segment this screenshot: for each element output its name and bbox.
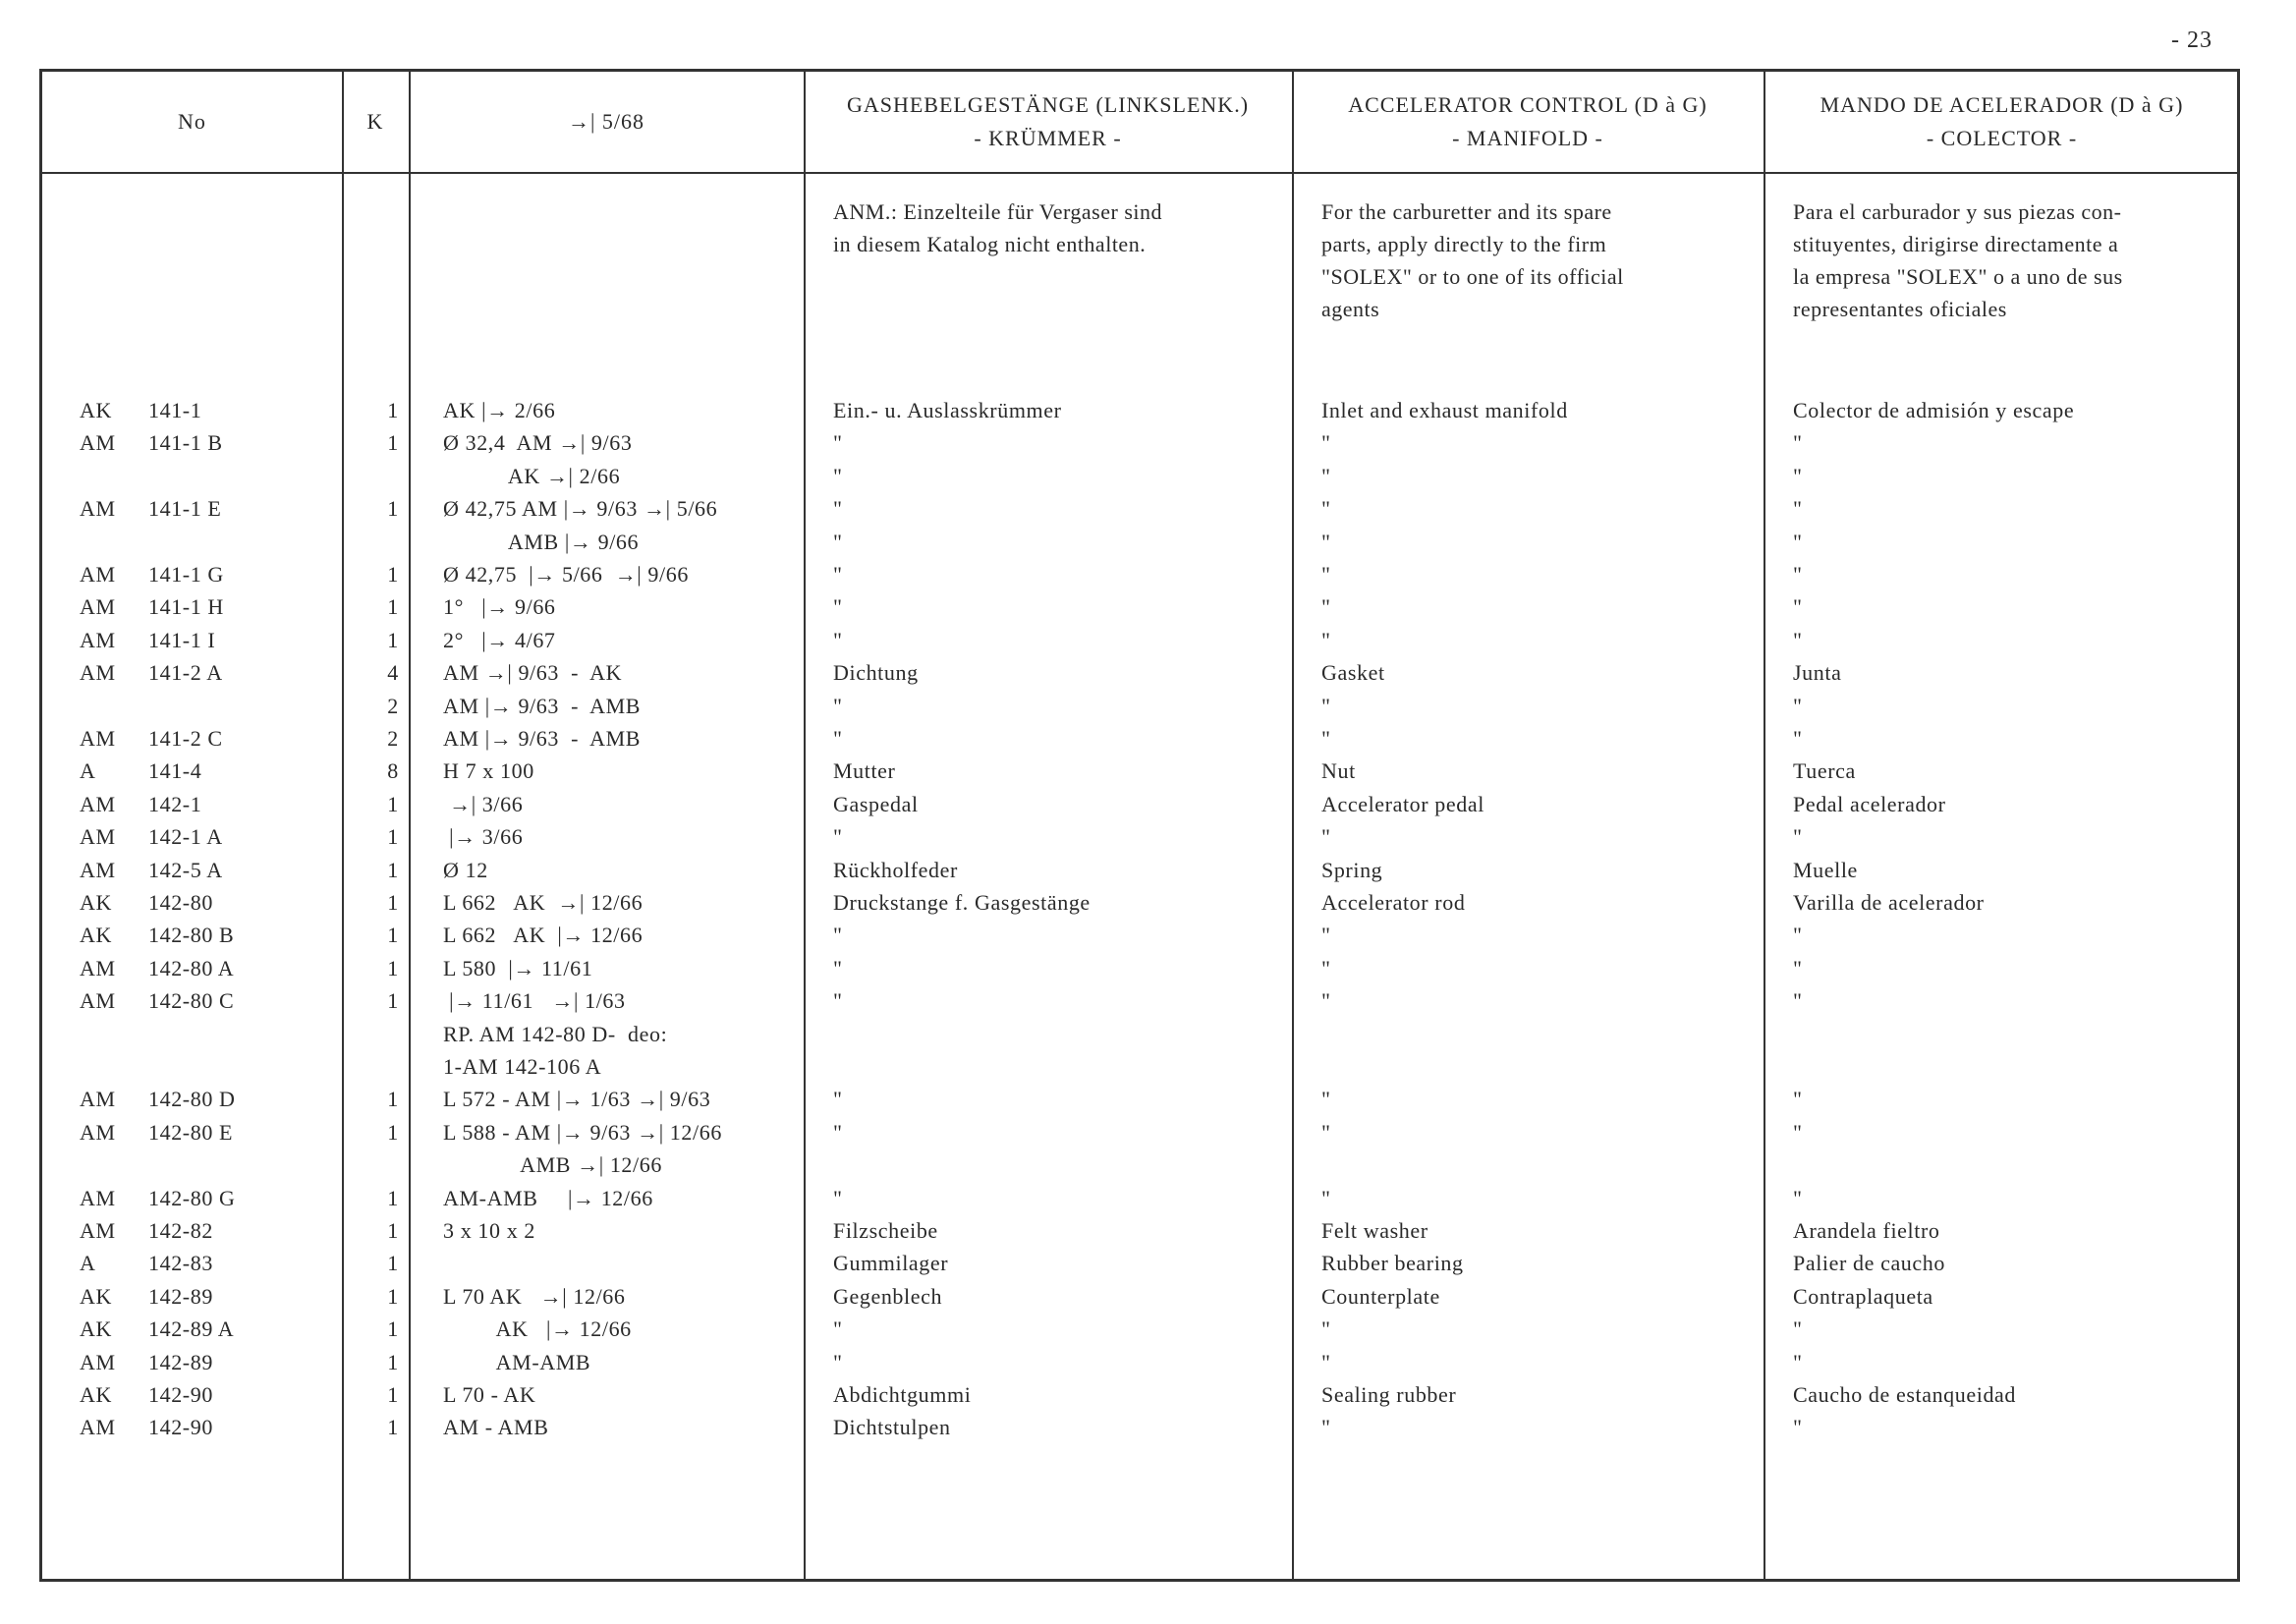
part-name-spanish: " — [1793, 529, 1803, 554]
table-row — [42, 1116, 2237, 1149]
part-name-german: " — [833, 496, 843, 522]
part-name-spanish: Tuerca — [1793, 758, 1856, 784]
part-name-english: Felt washer — [1321, 1218, 1428, 1243]
note-line: ANM.: Einzelteile für Vergaser sind — [833, 199, 1162, 224]
table-row — [42, 558, 2237, 591]
table-row — [42, 984, 2237, 1018]
part-prefix: AM — [80, 1349, 116, 1374]
part-prefix: AM — [80, 1119, 116, 1145]
part-application: |→ 11/61 →| 1/63 — [443, 988, 626, 1014]
part-application: L 580 |→ 11/61 — [443, 955, 593, 980]
part-name-english: " — [1321, 430, 1331, 456]
part-prefix: A — [80, 1251, 96, 1276]
part-application: L 70 - AK — [443, 1382, 536, 1407]
part-application: 3 x 10 x 2 — [443, 1218, 535, 1243]
part-name-english: " — [1321, 529, 1331, 554]
part-number: 142-83 — [148, 1251, 213, 1276]
part-name-german: Dichtung — [833, 660, 919, 686]
part-quantity: 8 — [387, 758, 399, 784]
table-row — [42, 492, 2237, 526]
part-name-german: " — [833, 463, 843, 488]
note-german — [833, 196, 1162, 260]
part-quantity: 1 — [387, 398, 399, 422]
header-english — [1292, 72, 1764, 172]
part-name-german: " — [833, 627, 843, 652]
part-name-german: " — [833, 1087, 843, 1112]
part-name-spanish: Contraplaqueta — [1793, 1283, 1933, 1309]
note-line: in diesem Katalog nicht enthalten. — [833, 232, 1147, 256]
part-name-german: Gummilager — [833, 1251, 949, 1276]
part-name-german: Mutter — [833, 758, 896, 784]
part-prefix: AM — [80, 562, 116, 587]
part-application: 2° |→ 4/67 — [443, 627, 556, 652]
part-quantity: 1 — [387, 988, 399, 1014]
part-prefix: AK — [80, 1283, 112, 1309]
table-row — [42, 1018, 2237, 1051]
header-spanish-title: MANDO DE ACELERADOR (D à G) — [1820, 92, 2184, 117]
part-name-spanish: Pedal acelerador — [1793, 791, 1946, 816]
part-prefix: AK — [80, 398, 112, 422]
part-application: L 70 AK →| 12/66 — [443, 1283, 626, 1309]
table-row — [42, 820, 2237, 854]
part-name-english: " — [1321, 824, 1331, 850]
part-quantity: 1 — [387, 627, 399, 652]
part-name-spanish: " — [1793, 955, 1803, 980]
part-prefix: AM — [80, 857, 116, 882]
table-row — [42, 886, 2237, 920]
part-name-spanish: " — [1793, 594, 1803, 620]
part-number: 142-89 A — [148, 1316, 235, 1342]
part-name-english: Inlet and exhaust manifold — [1321, 398, 1568, 422]
table-row — [42, 1148, 2237, 1182]
part-quantity: 1 — [387, 1415, 399, 1440]
part-name-spanish: " — [1793, 1415, 1803, 1440]
part-name-german: " — [833, 1349, 843, 1374]
part-name-german: " — [833, 562, 843, 587]
part-name-german: " — [833, 693, 843, 718]
part-name-spanish: " — [1793, 1087, 1803, 1112]
part-prefix: AM — [80, 1415, 116, 1440]
header-date — [409, 72, 804, 172]
part-application: L 662 AK |→ 12/66 — [443, 923, 644, 948]
part-number: 142-82 — [148, 1218, 213, 1243]
part-prefix: AM — [80, 496, 116, 522]
header-german-subtitle: - KRÜMMER - — [974, 126, 1122, 150]
table-row — [42, 1050, 2237, 1084]
part-name-spanish: Varilla de acelerador — [1793, 890, 1985, 915]
part-prefix: A — [80, 758, 96, 784]
note-spanish — [1793, 196, 2123, 325]
part-name-english: Accelerator pedal — [1321, 791, 1484, 816]
part-number: 141-1 H — [148, 594, 224, 620]
part-quantity: 1 — [387, 1087, 399, 1112]
part-name-spanish: " — [1793, 1316, 1803, 1342]
table-row — [42, 1411, 2237, 1444]
part-name-english: " — [1321, 627, 1331, 652]
part-name-german: Rückholfeder — [833, 857, 958, 882]
part-number: 142-80 E — [148, 1119, 234, 1145]
table-row — [42, 624, 2237, 657]
part-quantity: 1 — [387, 1251, 399, 1276]
part-application: →| 3/66 — [443, 791, 524, 816]
part-number: 142-80 B — [148, 923, 235, 948]
part-name-german: Gegenblech — [833, 1283, 943, 1309]
part-name-spanish: " — [1793, 562, 1803, 587]
part-prefix: AM — [80, 1218, 116, 1243]
header-rule — [42, 172, 2237, 174]
note-line: representantes oficiales — [1793, 297, 2007, 321]
part-name-german: " — [833, 988, 843, 1014]
part-application: AM - AMB — [443, 1415, 549, 1440]
table-row — [42, 1247, 2237, 1280]
part-prefix: AM — [80, 627, 116, 652]
part-name-spanish: " — [1793, 824, 1803, 850]
part-name-spanish: Palier de caucho — [1793, 1251, 1945, 1276]
part-quantity: 1 — [387, 1218, 399, 1243]
table-row — [42, 590, 2237, 624]
part-application: AM-AMB — [443, 1349, 591, 1374]
part-application: Ø 12 — [443, 857, 488, 882]
part-prefix: AM — [80, 1087, 116, 1112]
part-application: Ø 42,75 |→ 5/66 →| 9/66 — [443, 562, 689, 587]
part-quantity: 1 — [387, 1185, 399, 1210]
header-k — [342, 72, 409, 172]
part-prefix: AK — [80, 923, 112, 948]
part-prefix: AM — [80, 726, 116, 751]
header-no-label: No — [178, 109, 206, 134]
part-quantity: 4 — [387, 660, 399, 686]
part-name-spanish: " — [1793, 988, 1803, 1014]
part-prefix: AM — [80, 824, 116, 850]
part-prefix: AK — [80, 890, 112, 915]
part-quantity: 1 — [387, 923, 399, 948]
part-application: L 588 - AM |→ 9/63 →| 12/66 — [443, 1119, 722, 1145]
table-row — [42, 854, 2237, 887]
part-number: 142-80 A — [148, 955, 235, 980]
part-name-spanish: Caucho de estanqueidad — [1793, 1382, 2017, 1407]
table-row — [42, 1313, 2237, 1346]
part-number: 142-80 C — [148, 988, 235, 1014]
part-number: 141-2 C — [148, 726, 223, 751]
part-name-english: " — [1321, 1185, 1331, 1210]
part-application: L 572 - AM |→ 1/63 →| 9/63 — [443, 1087, 711, 1112]
header-date-label: →| 5/68 — [567, 109, 645, 134]
part-name-english: Spring — [1321, 857, 1383, 882]
part-prefix: AM — [80, 660, 116, 686]
header-german — [804, 72, 1292, 172]
part-number: 142-80 D — [148, 1087, 236, 1112]
part-quantity: 1 — [387, 791, 399, 816]
page-number: - 23 — [2171, 28, 2212, 53]
part-name-spanish: " — [1793, 1119, 1803, 1145]
part-name-spanish: " — [1793, 463, 1803, 488]
part-name-english: Accelerator rod — [1321, 890, 1466, 915]
part-name-german: Abdichtgummi — [833, 1382, 972, 1407]
part-quantity: 1 — [387, 824, 399, 850]
part-application: AMB →| 12/66 — [443, 1152, 662, 1178]
part-name-english: Counterplate — [1321, 1283, 1440, 1309]
part-prefix: AK — [80, 1316, 112, 1342]
table-row — [42, 394, 2237, 427]
part-name-english: " — [1321, 726, 1331, 751]
part-application: AM-AMB |→ 12/66 — [443, 1185, 653, 1210]
note-line: "SOLEX" or to one of its official — [1321, 264, 1624, 289]
part-quantity: 1 — [387, 890, 399, 915]
part-application: AK |→ 2/66 — [443, 398, 556, 422]
part-name-english: " — [1321, 1415, 1331, 1440]
part-name-german: " — [833, 1119, 843, 1145]
part-prefix: AM — [80, 791, 116, 816]
part-quantity: 2 — [387, 726, 399, 751]
part-quantity: 1 — [387, 1119, 399, 1145]
header-spanish-subtitle: - COLECTOR - — [1926, 126, 2078, 150]
parts-table — [39, 69, 2240, 1582]
part-application: AM |→ 9/63 - AMB — [443, 693, 642, 718]
header-spanish — [1764, 72, 2240, 172]
part-quantity: 1 — [387, 430, 399, 456]
note-line: stituyentes, dirigirse directamente a — [1793, 232, 2119, 256]
part-number: 141-1 G — [148, 562, 224, 587]
part-name-english: " — [1321, 594, 1331, 620]
table-row — [42, 952, 2237, 985]
part-name-spanish: " — [1793, 923, 1803, 948]
part-number: 141-1 B — [148, 430, 223, 456]
part-application: H 7 x 100 — [443, 758, 534, 784]
note-line: For the carburetter and its spare — [1321, 199, 1612, 224]
part-number: 142-80 — [148, 890, 213, 915]
note-line: la empresa "SOLEX" o a uno de sus — [1793, 264, 2123, 289]
part-name-german: Dichtstulpen — [833, 1415, 951, 1440]
part-quantity: 1 — [387, 1349, 399, 1374]
table-row — [42, 755, 2237, 788]
part-name-english: Gasket — [1321, 660, 1385, 686]
part-name-english: " — [1321, 1349, 1331, 1374]
part-name-spanish: Arandela fieltro — [1793, 1218, 1940, 1243]
part-name-spanish: " — [1793, 1349, 1803, 1374]
part-application: AMB |→ 9/66 — [443, 529, 640, 554]
table-row — [42, 1083, 2237, 1116]
part-name-english: " — [1321, 1119, 1331, 1145]
part-application: 1° |→ 9/66 — [443, 594, 556, 620]
part-application: AK |→ 12/66 — [443, 1316, 632, 1342]
part-name-english: Sealing rubber — [1321, 1382, 1457, 1407]
table-row — [42, 460, 2237, 493]
part-name-german: " — [833, 1316, 843, 1342]
part-name-spanish: Junta — [1793, 660, 1842, 686]
part-name-spanish: " — [1793, 496, 1803, 522]
part-quantity: 1 — [387, 955, 399, 980]
part-prefix: AM — [80, 430, 116, 456]
table-row — [42, 1280, 2237, 1314]
part-number: 142-90 — [148, 1415, 213, 1440]
part-number: 142-90 — [148, 1382, 213, 1407]
part-application: 1-AM 142-106 A — [443, 1054, 602, 1079]
part-name-german: Ein.- u. Auslasskrümmer — [833, 398, 1062, 422]
part-name-english: " — [1321, 562, 1331, 587]
part-number: 141-1 — [148, 398, 202, 422]
table-row — [42, 1182, 2237, 1215]
part-quantity: 2 — [387, 693, 399, 718]
part-name-english: " — [1321, 1087, 1331, 1112]
part-name-spanish: Muelle — [1793, 857, 1858, 882]
part-name-german: " — [833, 1185, 843, 1210]
header-english-title: ACCELERATOR CONTROL (D à G) — [1348, 92, 1708, 117]
part-number: 141-2 A — [148, 660, 223, 686]
table-row — [42, 656, 2237, 690]
table-row — [42, 722, 2237, 756]
part-name-english: " — [1321, 955, 1331, 980]
part-application: AM |→ 9/63 - AMB — [443, 726, 642, 751]
part-prefix: AM — [80, 988, 116, 1014]
part-name-english: " — [1321, 463, 1331, 488]
part-name-german: " — [833, 824, 843, 850]
part-quantity: 1 — [387, 594, 399, 620]
part-number: 141-1 E — [148, 496, 222, 522]
part-number: 142-80 G — [148, 1185, 236, 1210]
part-name-german: " — [833, 726, 843, 751]
part-prefix: AM — [80, 1185, 116, 1210]
header-english-subtitle: - MANIFOLD - — [1452, 126, 1603, 150]
note-english — [1321, 196, 1624, 325]
note-line: agents — [1321, 297, 1380, 321]
part-number: 142-89 — [148, 1349, 213, 1374]
table-row — [42, 1346, 2237, 1379]
part-name-german: Filzscheibe — [833, 1218, 938, 1243]
header-k-label: K — [366, 109, 384, 134]
part-name-german: " — [833, 955, 843, 980]
part-prefix: AK — [80, 1382, 112, 1407]
part-quantity: 1 — [387, 1316, 399, 1342]
table-row — [42, 526, 2237, 559]
part-name-german: " — [833, 430, 843, 456]
part-number: 141-4 — [148, 758, 202, 784]
note-line: parts, apply directly to the firm — [1321, 232, 1607, 256]
part-quantity: 1 — [387, 857, 399, 882]
part-name-spanish: Colector de admisión y escape — [1793, 398, 2075, 422]
part-prefix: AM — [80, 594, 116, 620]
table-row — [42, 1378, 2237, 1412]
part-application: Ø 42,75 AM |→ 9/63 →| 5/66 — [443, 496, 718, 522]
table-row — [42, 426, 2237, 460]
part-name-english: " — [1321, 923, 1331, 948]
table-row — [42, 919, 2237, 952]
part-name-english: " — [1321, 1316, 1331, 1342]
part-name-english: " — [1321, 988, 1331, 1014]
part-name-spanish: " — [1793, 726, 1803, 751]
part-name-spanish: " — [1793, 693, 1803, 718]
part-name-english: Rubber bearing — [1321, 1251, 1464, 1276]
part-name-english: " — [1321, 496, 1331, 522]
part-application: RP. AM 142-80 D- deo: — [443, 1021, 668, 1046]
part-number: 141-1 I — [148, 627, 216, 652]
part-name-english: " — [1321, 693, 1331, 718]
part-number: 142-5 A — [148, 857, 223, 882]
part-application: L 662 AK →| 12/66 — [443, 890, 644, 915]
part-number: 142-1 — [148, 791, 202, 816]
part-name-spanish: " — [1793, 430, 1803, 456]
part-name-spanish: " — [1793, 627, 1803, 652]
table-row — [42, 690, 2237, 723]
part-application: AK →| 2/66 — [443, 463, 621, 488]
part-prefix: AM — [80, 955, 116, 980]
note-line: Para el carburador y sus piezas con- — [1793, 199, 2122, 224]
part-application: Ø 32,4 AM →| 9/63 — [443, 430, 633, 456]
part-quantity: 1 — [387, 496, 399, 522]
part-quantity: 1 — [387, 1382, 399, 1407]
part-application: |→ 3/66 — [443, 824, 524, 850]
part-name-german: " — [833, 923, 843, 948]
part-quantity: 1 — [387, 562, 399, 587]
part-quantity: 1 — [387, 1283, 399, 1309]
part-name-german: " — [833, 529, 843, 554]
part-name-german: Gaspedal — [833, 791, 919, 816]
part-number: 142-1 A — [148, 824, 223, 850]
header-german-title: GASHEBELGESTÄNGE (LINKSLENK.) — [846, 92, 1250, 117]
table-row — [42, 1214, 2237, 1248]
part-name-german: " — [833, 594, 843, 620]
part-application: AM →| 9/63 - AK — [443, 660, 623, 686]
part-number: 142-89 — [148, 1283, 213, 1309]
part-name-english: Nut — [1321, 758, 1356, 784]
part-name-spanish: " — [1793, 1185, 1803, 1210]
table-row — [42, 788, 2237, 821]
header-no — [42, 72, 342, 172]
part-name-german: Druckstange f. Gasgestänge — [833, 890, 1091, 915]
